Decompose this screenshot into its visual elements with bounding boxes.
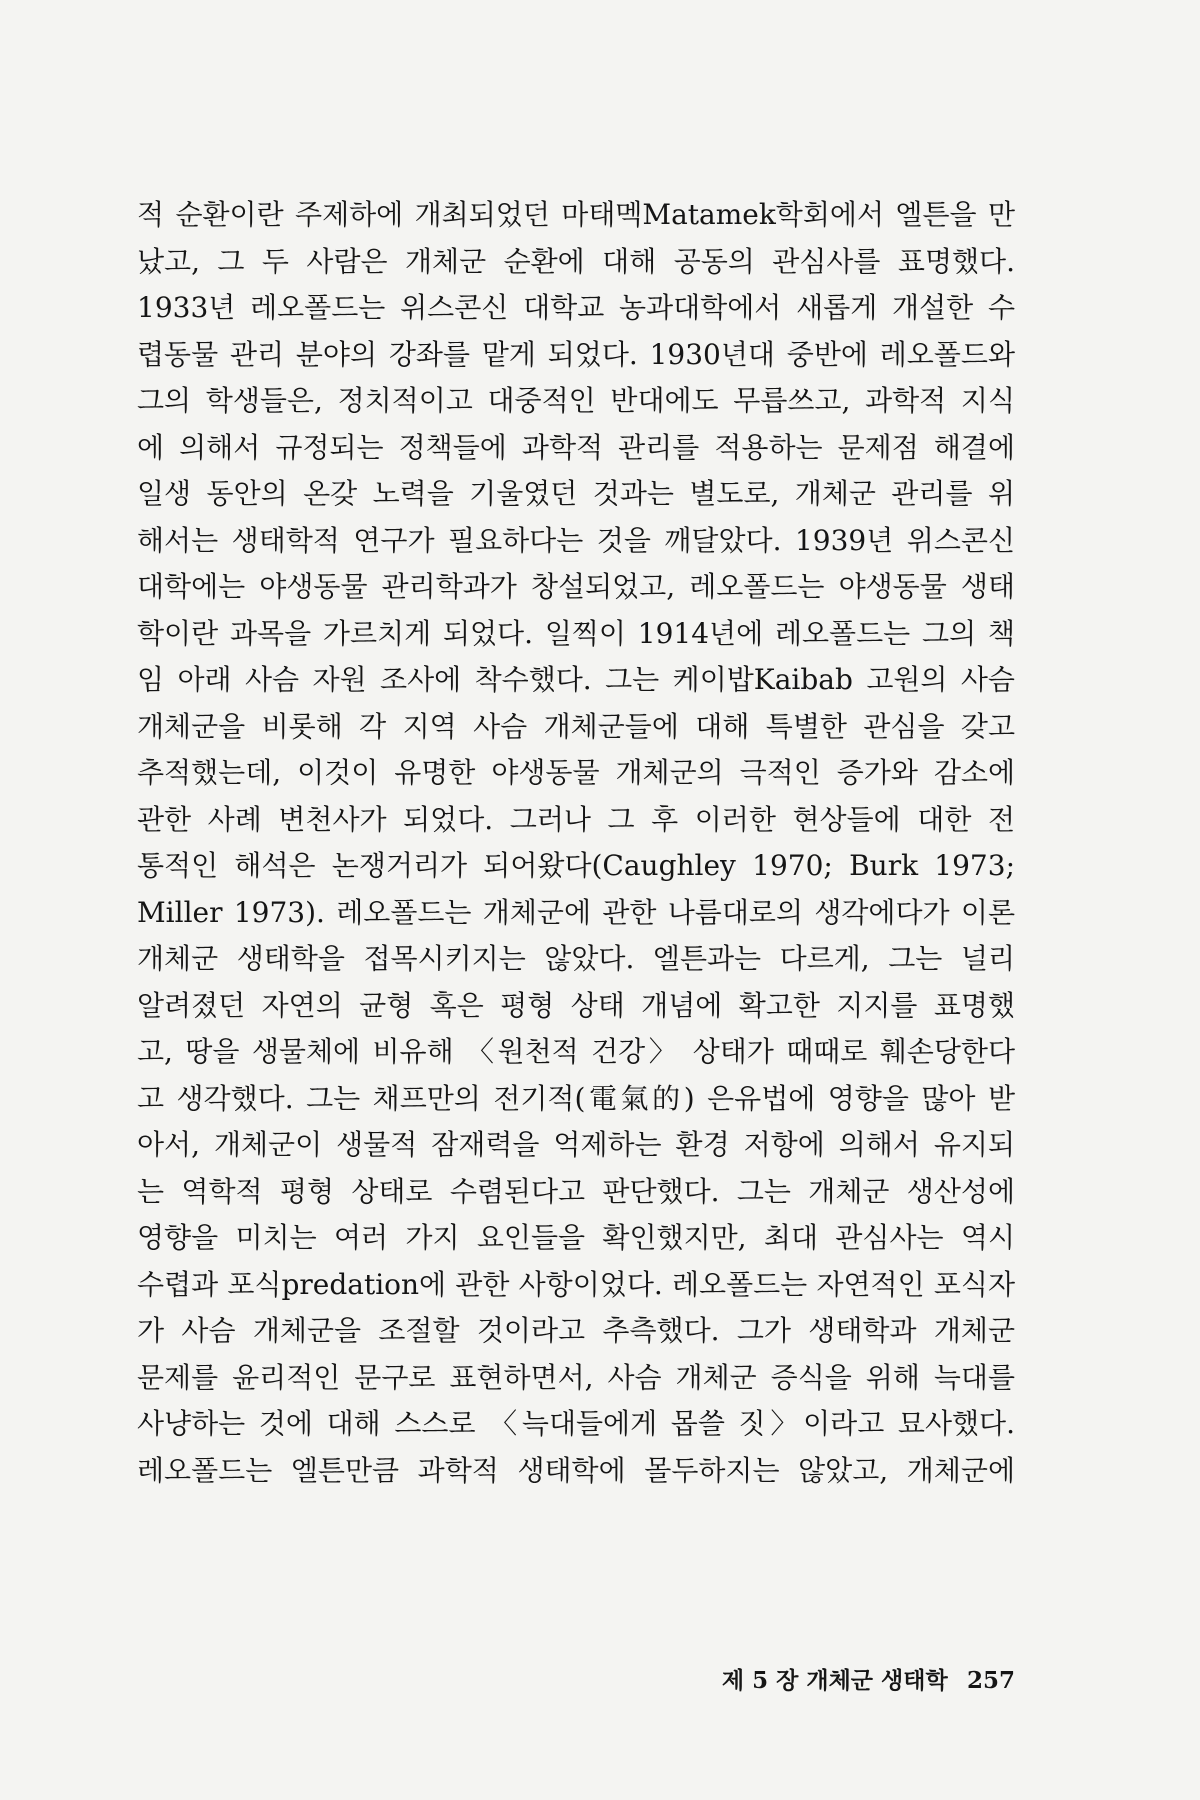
- running-footer: [700, 1662, 1015, 1695]
- text-line: 렵동물 관리 분야의 강좌를 맡게 되었다. 1930년대 중반에 레오폴드와: [137, 337, 1015, 371]
- text-line: 문제를 윤리적인 문구로 표현하면서, 사슴 개체군 증식을 위해 늑대를: [137, 1360, 1015, 1394]
- footer-chapter-title: 제 5 장 개체군 생태학: [721, 1667, 948, 1694]
- text-line: 사냥하는 것에 대해 스스로 〈늑대들에게 몹쓸 짓〉이라고 묘사했다.: [137, 1407, 1015, 1440]
- body-text: [137, 192, 1015, 1494]
- text-line: 가 사슴 개체군을 조절할 것이라고 추측했다. 그가 생태학과 개체군: [137, 1314, 1015, 1347]
- text-line: 적 순환이란 주제하에 개최되었던 마태멕Matamek학회에서 엘튼을 만: [137, 198, 1015, 231]
- text-line: 통적인 해석은 논쟁거리가 되어왔다(Caughley 1970; Burk 1973;: [137, 849, 1015, 882]
- text-line: 그의 학생들은, 정치적이고 대중적인 반대에도 무릅쓰고, 과학적 지식: [137, 384, 1015, 417]
- text-line: Miller 1973). 레오폴드는 개체군에 관한 나름대로의 생각에다가 이론: [137, 895, 1015, 929]
- text-line: 고, 땅을 생물체에 비유해 〈원천적 건강〉 상태가 때때로 훼손당한다: [137, 1035, 1015, 1068]
- text-line: 해서는 생태학적 연구가 필요하다는 것을 깨달았다. 1939년 위스콘신: [137, 523, 1015, 557]
- text-line: 레오폴드는 엘튼만큼 과학적 생태학에 몰두하지는 않았고, 개체군에: [137, 1453, 1015, 1487]
- text-line: 는 역학적 평형 상태로 수렴된다고 판단했다. 그는 개체군 생산성에: [137, 1174, 1015, 1208]
- text-line: 임 아래 사슴 자원 조사에 착수했다. 그는 케이밥Kaibab 고원의 사슴: [137, 663, 1015, 696]
- text-line: 났고, 그 두 사람은 개체군 순환에 대해 공동의 관심사를 표명했다.: [137, 244, 1015, 278]
- text-line: 추적했는데, 이것이 유명한 야생동물 개체군의 극적인 증가와 감소에: [137, 756, 1015, 789]
- text-line: 관한 사례 변천사가 되었다. 그러나 그 후 이러한 현상들에 대한 전: [137, 802, 1015, 836]
- text-line: 아서, 개체군이 생물적 잠재력을 억제하는 환경 저항에 의해서 유지되: [137, 1128, 1015, 1161]
- text-line: 알려졌던 자연의 균형 혹은 평형 상태 개념에 확고한 지지를 표명했: [137, 988, 1015, 1022]
- text-line: 개체군 생태학을 접목시키지는 않았다. 엘튼과는 다르게, 그는 널리: [137, 942, 1015, 975]
- page-number: 257: [966, 1667, 1015, 1694]
- text-line: 1933년 레오폴드는 위스콘신 대학교 농과대학에서 새롭게 개설한 수: [137, 291, 1015, 324]
- text-line: 영향을 미치는 여러 가지 요인들을 확인했지만, 최대 관심사는 역시: [137, 1221, 1015, 1254]
- text-line: 학이란 과목을 가르치게 되었다. 일찍이 1914년에 레오폴드는 그의 책: [137, 616, 1015, 650]
- text-line: 개체군을 비롯해 각 지역 사슴 개체군들에 대해 특별한 관심을 갖고: [137, 709, 1015, 743]
- text-line: 일생 동안의 온갖 노력을 기울였던 것과는 별도로, 개체군 관리를 위: [137, 477, 1015, 510]
- text-line: 에 의해서 규정되는 정책들에 과학적 관리를 적용하는 문제점 해결에: [137, 430, 1015, 464]
- text-line: 고 생각했다. 그는 채프만의 전기적(電氣的) 은유법에 영향을 많아 받: [137, 1081, 1015, 1115]
- text-line: 대학에는 야생동물 관리학과가 창설되었고, 레오폴드는 야생동물 생태: [137, 570, 1015, 603]
- text-line: 수렵과 포식predation에 관한 사항이었다. 레오폴드는 자연적인 포식자: [137, 1267, 1015, 1301]
